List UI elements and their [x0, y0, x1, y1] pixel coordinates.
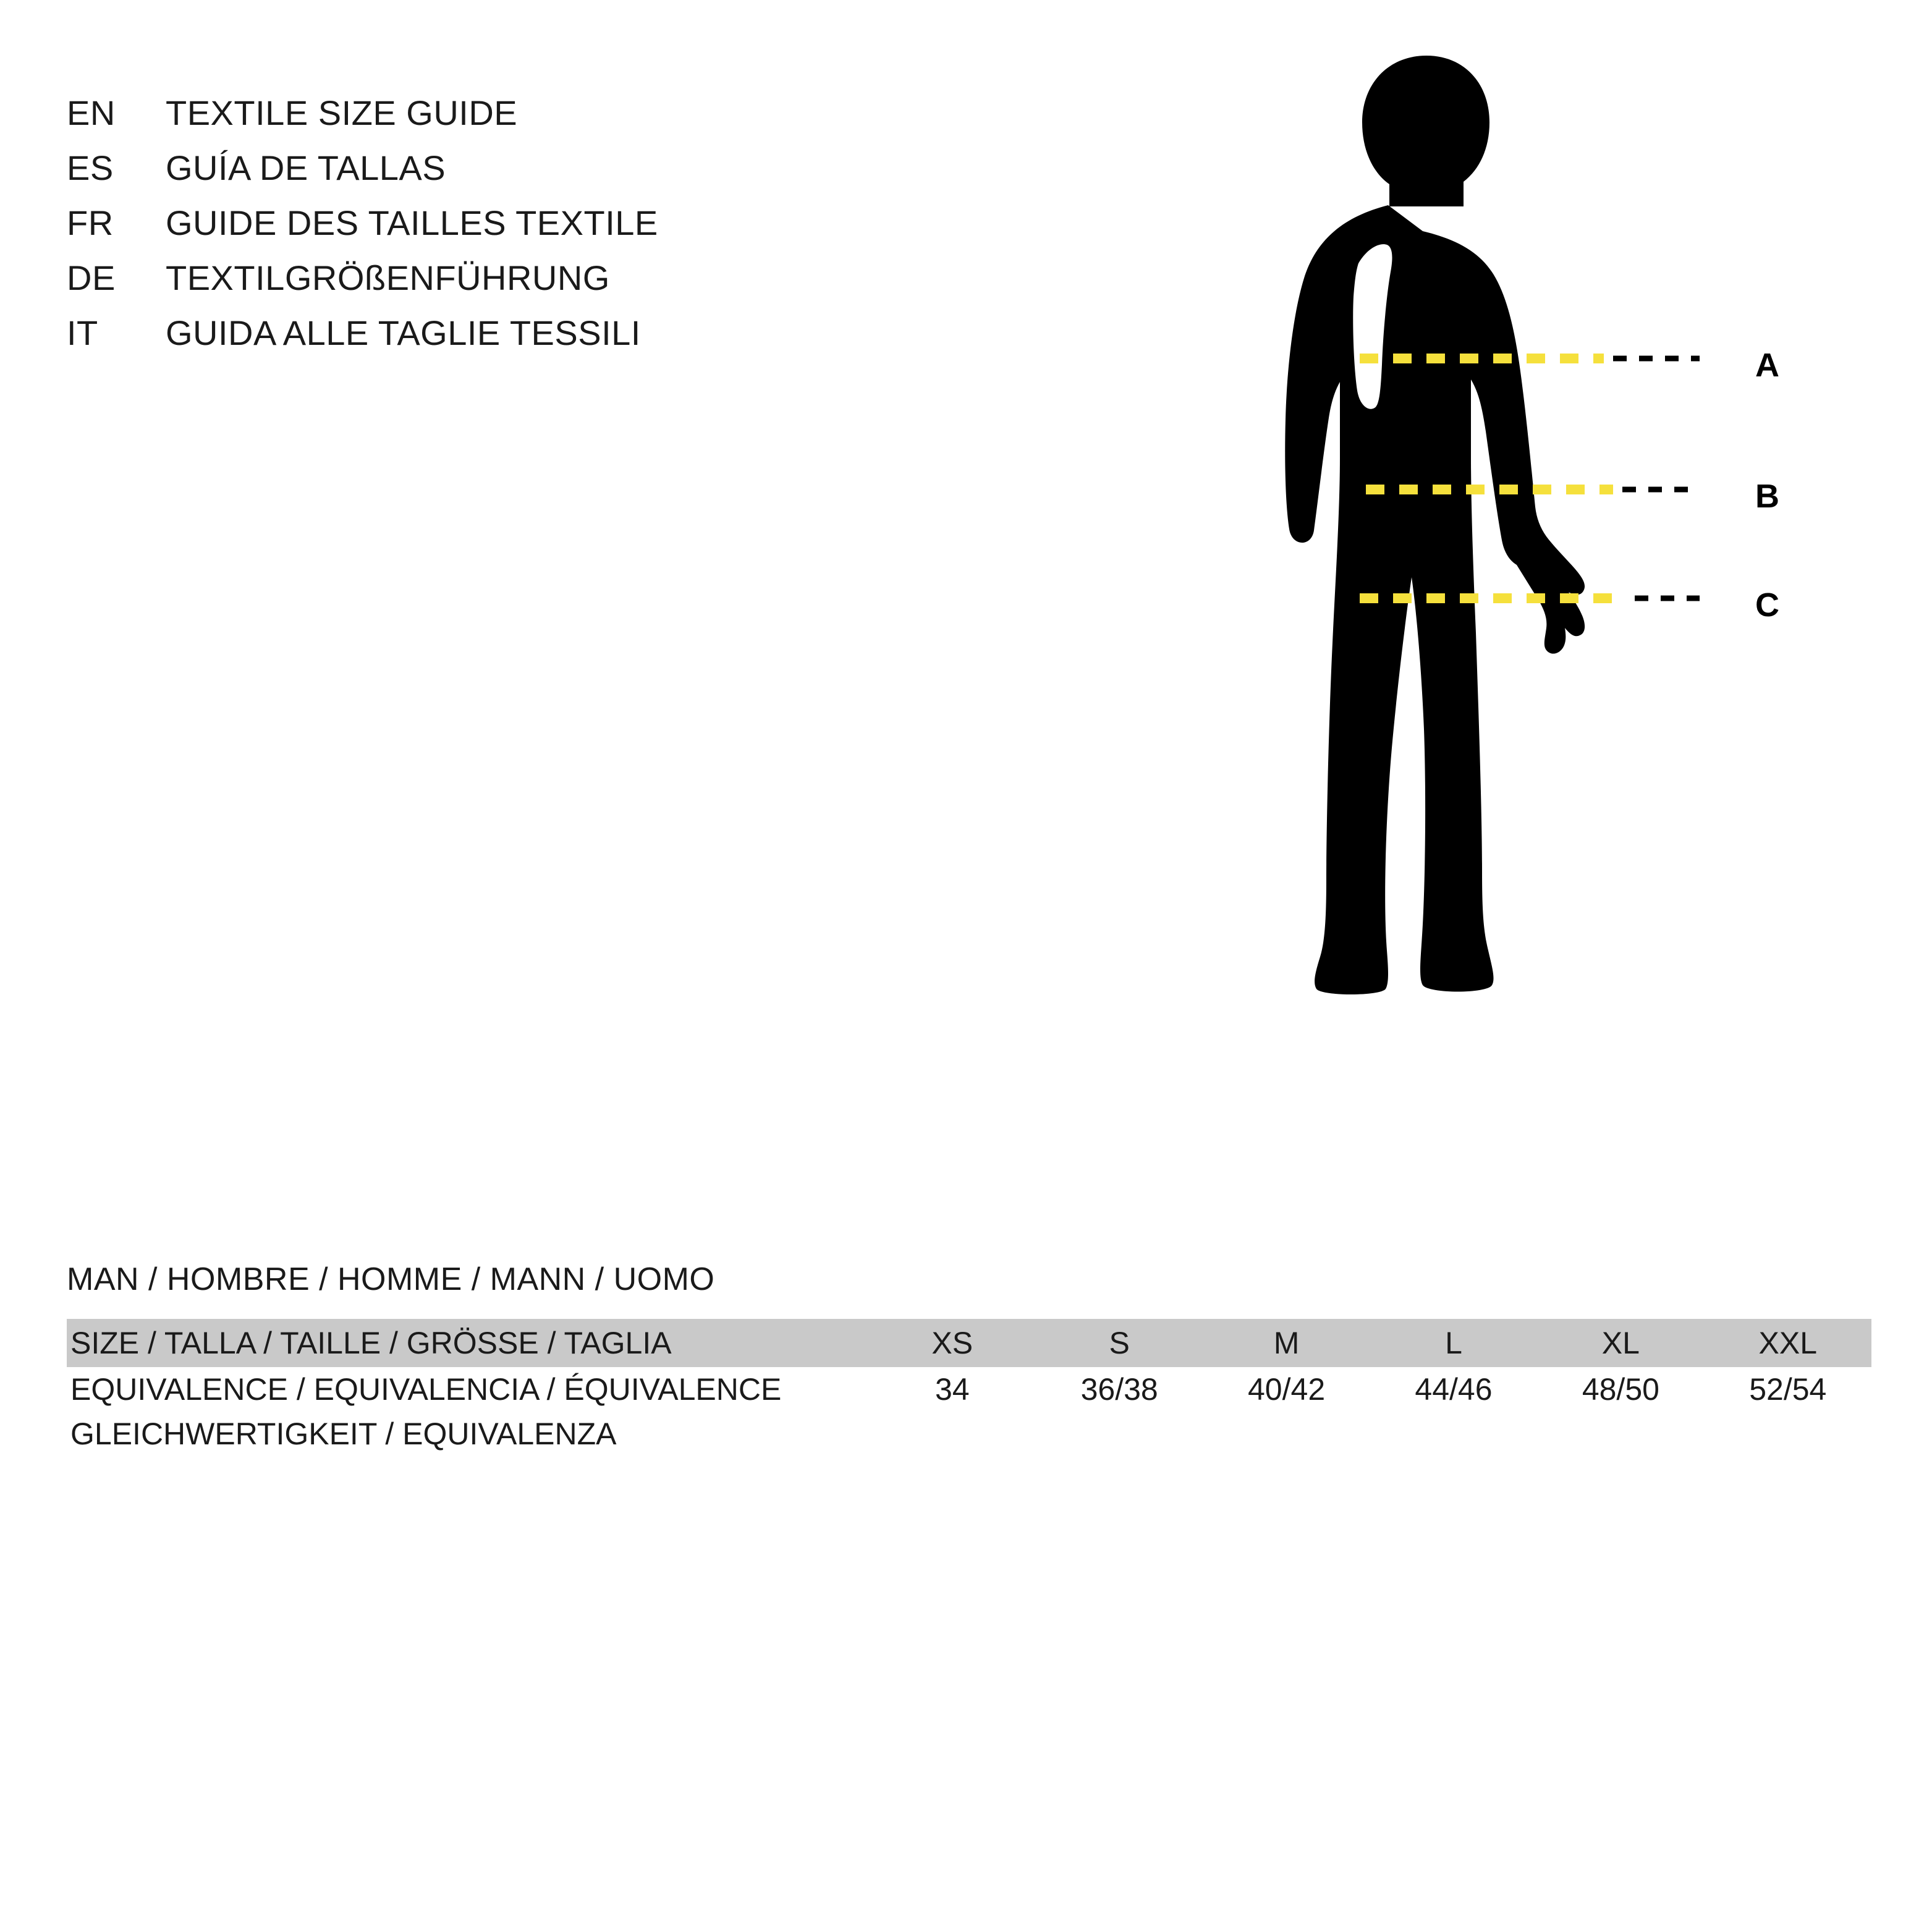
language-legend: [67, 93, 870, 368]
size-cell-m: M: [1203, 1319, 1370, 1367]
equivalence-cell-l: 44/46: [1415, 1372, 1493, 1407]
row-label-equivalence: EQUIVALENCE / EQUIVALENCIA / ÉQUIVALENCE: [70, 1372, 782, 1407]
table-caption: MAN / HOMBRE / HOMME / MANN / UOMO: [67, 1261, 715, 1297]
row-label-size: SIZE / TALLA / TAILLE / GRÖSSE / TAGLIA: [67, 1319, 869, 1367]
size-cell-xxl: XXL: [1705, 1319, 1871, 1367]
measurement-figure: [1267, 37, 1885, 1211]
size-table-section: [67, 1261, 1871, 1456]
equivalence-cell-s: 36/38: [1080, 1372, 1158, 1407]
legend-code-es: ES: [67, 148, 114, 187]
legend-row-en: [67, 93, 870, 133]
legend-code-en: EN: [67, 93, 116, 132]
size-table: [67, 1319, 1871, 1412]
legend-row-fr: [67, 203, 870, 243]
table-row-sizes: [67, 1319, 1871, 1367]
size-cell-s: S: [1036, 1319, 1203, 1367]
marker-label-a: A: [1755, 347, 1779, 384]
equivalence-cell-xl: 48/50: [1582, 1372, 1659, 1407]
equivalence-cell-xs: 34: [934, 1372, 970, 1407]
legend-code-de: DE: [67, 258, 116, 297]
size-cell-xl: XL: [1537, 1319, 1704, 1367]
marker-label-b: B: [1755, 478, 1779, 515]
legend-text-fr: GUIDE DES TAILLES TEXTILE: [166, 203, 658, 242]
marker-label-c: C: [1755, 587, 1779, 624]
legend-row-es: [67, 148, 870, 188]
equivalence-cell-xxl: 52/54: [1749, 1372, 1827, 1407]
size-cell-xs: XS: [869, 1319, 1036, 1367]
legend-code-fr: FR: [67, 203, 114, 242]
legend-text-de: TEXTILGRÖßENFÜHRUNG: [166, 258, 610, 297]
legend-code-it: IT: [67, 313, 98, 352]
legend-text-es: GUÍA DE TALLAS: [166, 148, 446, 187]
row-label-equivalence-line2: GLEICHWERTIGKEIT / EQUIVALENZA: [70, 1417, 617, 1451]
legend-text-en: TEXTILE SIZE GUIDE: [166, 93, 518, 132]
equivalence-cell-m: 40/42: [1248, 1372, 1326, 1407]
legend-text-it: GUIDA ALLE TAGLIE TESSILI: [166, 313, 641, 352]
size-cell-l: L: [1370, 1319, 1537, 1367]
male-silhouette-icon: [1267, 37, 1885, 1211]
table-row-equivalence: [67, 1367, 1871, 1412]
legend-row-it: [67, 313, 870, 353]
legend-row-de: [67, 258, 870, 298]
